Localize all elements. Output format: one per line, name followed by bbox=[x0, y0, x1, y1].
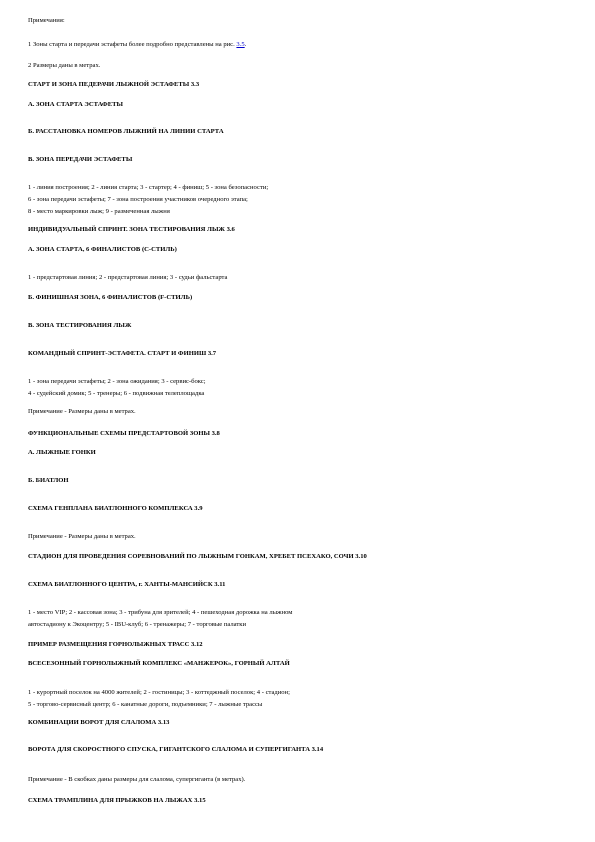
heading-3-3-b: Б. РАССТАНОВКА НОМЕРОВ ЛЫЖНИЙ НА ЛИНИИ СТАРТА bbox=[28, 128, 224, 135]
note-2: 2 Размеры даны в метрах. bbox=[28, 62, 101, 69]
heading-3-8: ФУНКЦИОНАЛЬНЫЕ СХЕМЫ ПРЕДСТАРТОВОЙ ЗОНЫ 3.8 bbox=[28, 430, 220, 437]
notes-heading: Примечания: bbox=[28, 17, 65, 24]
heading-3-6-a: А. ЗОНА СТАРТА, 6 ФИНАЛИСТОВ (С-СТИЛЬ) bbox=[28, 246, 177, 253]
heading-3-12-complex: ВСЕСЕЗОННЫЙ ГОРНОЛЫЖНЫЙ КОМПЛЕКС «МАНЖЕРОК», ГОРНЫЙ АЛТАЙ bbox=[28, 660, 290, 667]
heading-3-6: ИНДИВИДУАЛЬНЫЙ СПРИНТ. ЗОНА ТЕСТИРОВАНИЯ ЛЫЖ 3.6 bbox=[28, 226, 235, 233]
legend-3-3-line-1: 1 - линия построения; 2 - линия старта; 3 - стартер; 4 - финиш; 5 - зона безопасности; bbox=[28, 184, 269, 191]
heading-3-14: ВОРОТА ДЛЯ СКОРОСТНОГО СПУСКА, ГИГАНТСКОГО СЛАЛОМА И СУПЕРГИГАНТА 3.14 bbox=[28, 746, 324, 753]
legend-3-12-line-1: 1 - курортный поселок на 4000 жителей; 2 - гостиницы; 3 - коттеджный поселок; 4 - стадион; bbox=[28, 689, 290, 696]
heading-3-13: КОМБИНАЦИИ ВОРОТ ДЛЯ СЛАЛОМА 3.13 bbox=[28, 719, 170, 726]
note-1-end: . bbox=[244, 41, 247, 48]
heading-3-8-b: Б. БИАТЛОН bbox=[28, 477, 69, 484]
legend-3-11-line-2: автостадиону к Экоцентру; 5 - IBU-клуб; 6 - тренажеры; 7 - торговые палатки bbox=[28, 621, 247, 628]
legend-3-7-line-2: 4 - судейский домик; 5 - тренеры; 6 - подвижная телеплощадка bbox=[28, 390, 205, 397]
heading-3-11: СХЕМА БИАТЛОННОГО ЦЕНТРА, г. ХАНТЫ-МАНСИЙСК 3.11 bbox=[28, 581, 226, 588]
legend-3-3-line-3: 8 - место маркировки лыж; 9 - размеченная лыжня bbox=[28, 208, 170, 215]
note-3-9: Примечание - Размеры даны в метрах. bbox=[28, 533, 136, 540]
note-1 bbox=[28, 41, 585, 49]
figure-3-5-link[interactable]: 3.5 bbox=[236, 41, 245, 48]
note-1-text: 1 Зоны старта и передачи эстафеты более подробно представлены на рис. bbox=[28, 41, 235, 48]
heading-3-15: СХЕМА ТРАМПЛИНА ДЛЯ ПРЫЖКОВ НА ЛЫЖАХ 3.15 bbox=[28, 797, 206, 804]
heading-3-8-a: А. ЛЫЖНЫЕ ГОНКИ bbox=[28, 449, 96, 456]
legend-3-7-line-1: 1 - зона передачи эстафеты; 2 - зона ожидания; 3 - сервис-бокс; bbox=[28, 378, 206, 385]
heading-3-12: ПРИМЕР РАЗМЕЩЕНИЯ ГОРНОЛЫЖНЫХ ТРАСС 3.12 bbox=[28, 641, 203, 648]
heading-3-6-b: Б. ФИНИШНАЯ ЗОНА, 6 ФИНАЛИСТОВ (F-СТИЛЬ) bbox=[28, 294, 193, 301]
heading-3-3-a: А. ЗОНА СТАРТА ЭСТАФЕТЫ bbox=[28, 101, 123, 108]
heading-3-6-v: В. ЗОНА ТЕСТИРОВАНИЯ ЛЫЖ bbox=[28, 322, 132, 329]
heading-3-3-v: В. ЗОНА ПЕРЕДАЧИ ЭСТАФЕТЫ bbox=[28, 156, 133, 163]
heading-3-3: СТАРТ И ЗОНА ПЕДЕРАЧИ ЛЫЖНОЙ ЭСТАФЕТЫ 3.3 bbox=[28, 81, 200, 88]
note-3-7: Примечание - Размеры даны в метрах. bbox=[28, 408, 136, 415]
legend-3-12-line-2: 5 - торгово-сервисный центр; 6 - канатные дороги, подъемники; 7 - лыжные трассы bbox=[28, 701, 263, 708]
legend-3-11-line-1: 1 - место VIP; 2 - кассовая зона; 3 - трибуна для зрителей; 4 - пешеходная дорожка на лыжном bbox=[28, 609, 293, 616]
heading-3-7: КОМАНДНЫЙ СПРИНТ-ЭСТАФЕТА. СТАРТ И ФИНИШ 3.7 bbox=[28, 350, 217, 357]
note-3-14: Примечание - В скобках даны размеры для слалома, супергиганта (в метрах). bbox=[28, 776, 246, 783]
heading-3-9: СХЕМА ГЕНПЛАНА БИАТЛОННОГО КОМПЛЕКСА 3.9 bbox=[28, 505, 203, 512]
legend-3-3-line-2: 6 - зона передачи эстафеты; 7 - зона построения участников очередного этапа; bbox=[28, 196, 248, 203]
heading-3-10: СТАДИОН ДЛЯ ПРОВЕДЕНИЯ СОРЕВНОВАНИЙ ПО ЛЫЖНЫМ ГОНКАМ, ХРЕБЕТ ПСЕХАКО, СОЧИ 3.10 bbox=[28, 553, 367, 560]
legend-3-6: 1 - предстартовая линия; 2 - предстартовая линия; 3 - судьи фальстарта bbox=[28, 274, 228, 281]
